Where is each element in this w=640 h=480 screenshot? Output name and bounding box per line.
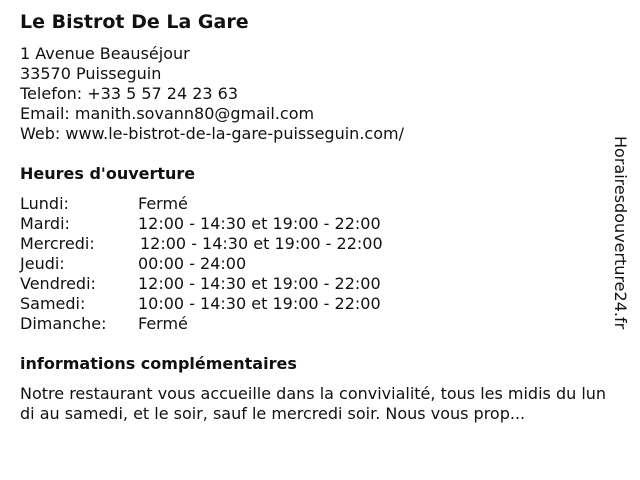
contact-block [20,44,404,144]
site-watermark: Horairesdouverture24.fr [611,136,630,330]
phone-line[interactable]: Telefon: +33 5 57 24 23 63 [20,84,239,103]
day-label: Vendredi: [20,274,96,293]
business-name: Le Bistrot De La Gare [20,11,249,33]
day-label: Mercredi: [20,234,95,253]
hours-heading: Heures d'ouverture [20,164,196,183]
info-description: Notre restaurant vous accueille dans la convivialité, tous les midis du lundi au samedi, et le soir, sauf le mercredi soir. Nous vous prop... [20,384,607,423]
email-line[interactable]: Email: manith.sovann80@gmail.com [20,104,315,123]
time-value: 12:00 - 14:30 et 19:00 - 22:00 [138,214,381,233]
time-value: 12:00 - 14:30 et 19:00 - 22:00 [138,274,381,293]
time-value: 12:00 - 14:30 et 19:00 - 22:00 [140,234,383,253]
day-label: Lundi: [20,194,69,213]
day-label: Samedi: [20,294,86,313]
time-value: Fermé [138,194,188,213]
day-label: Dimanche: [20,314,107,333]
address-line-city: 33570 Puisseguin [20,64,162,83]
day-label: Jeudi: [20,254,65,273]
day-label: Mardi: [20,214,70,233]
time-value: 00:00 - 24:00 [138,254,247,273]
address-line-street: 1 Avenue Beauséjour [20,44,190,63]
time-value: Fermé [138,314,188,333]
info-heading: informations complémentaires [20,354,297,373]
time-value: 10:00 - 14:30 et 19:00 - 22:00 [138,294,381,313]
website-line[interactable]: Web: www.le-bistrot-de-la-gare-puisseguin.com/ [20,124,404,143]
